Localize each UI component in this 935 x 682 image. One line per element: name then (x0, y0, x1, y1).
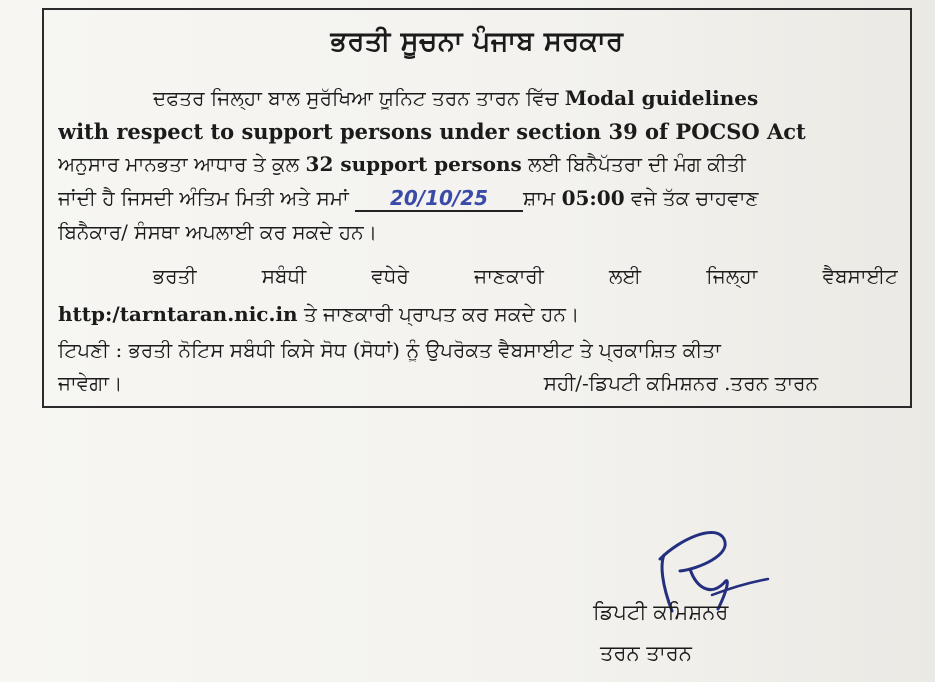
line4-punjabi-a: ਜਾਂਦੀ ਹੈ ਜਿਸਦੀ ਅੰਤਿਮ ਮਿਤੀ ਅਤੇ ਸਮਾਂ (58, 186, 356, 210)
notice-box (42, 8, 912, 408)
line3-punjabi-a: ਅਨੁਸਾਰ ਮਾਨਭਤਾ ਆਧਾਰ ਤੇ ਕੁਲ (58, 152, 306, 176)
line4-punjabi-b: ਸ਼ਾਮ (523, 186, 562, 210)
signature-place: ਤਰਨ ਤਾਰਨ (600, 641, 692, 665)
line1-english: Modal guidelines (564, 86, 759, 110)
line1-punjabi: ਦਫਤਰ ਜਿਲ੍ਹਾ ਬਾਲ ਸੁਰੱਖਿਆ ਯੂਨਿਟ ਤਰਨ ਤਾਰਨ ਵਿੱਚ (153, 86, 565, 110)
notice-line-5: ਬਿਨੈਕਾਰ/ ਸੰਸਥਾ ਅਪਲਾਈ ਕਰ ਸਕਦੇ ਹਨ। (58, 220, 378, 244)
line6-word: ਲਈ (608, 264, 642, 288)
notice-line-2: with respect to support persons under section 39 of POCSO Act (58, 119, 806, 144)
notice-line-9 (58, 371, 898, 395)
line6-word: ਜਿਲ੍ਹਾ (706, 264, 758, 288)
notice-line-7 (58, 302, 898, 326)
line9-left: ਜਾਵੇਗਾ। (58, 371, 123, 395)
line4-punjabi-c: ਵਜੇ ਤੱਕ ਚਾਹਵਾਣ (624, 186, 759, 210)
website-url: http:/tarntaran.nic.in (58, 302, 298, 326)
line4-time: 05:00 (561, 186, 625, 210)
notice-line-6 (58, 264, 898, 288)
line6-word: ਸਬੰਧੀ (261, 264, 307, 288)
line6-word: ਭਰਤੀ (153, 264, 197, 288)
line6-word: ਵਧੇਰੇ (371, 264, 409, 288)
line7-punjabi: ਤੇ ਜਾਣਕਾਰੀ ਪ੍ਰਾਪਤ ਕਰ ਸਕਦੇ ਹਨ। (297, 302, 580, 326)
signature-designation: ਡਿਪਟੀ ਕਮਿਸ਼ਨਰ (593, 600, 729, 624)
notice-line-1 (58, 86, 898, 110)
notice-line-4 (58, 186, 898, 212)
notice-line-8: ਟਿਪਣੀ : ਭਰਤੀ ਨੋਟਿਸ ਸਬੰਧੀ ਕਿਸੇ ਸੋਧ (ਸੋਧਾਂ) ਨੂੰ ਉਪਰੋਕਤ ਵੈਬਸਾਈਟ ਤੇ ਪ੍ਰਕਾਸ਼ਿਤ ਕੀਤਾ (58, 338, 721, 362)
notice-title: ਭਰਤੀ ਸੂਚਨਾ ਪੰਜਾਬ ਸਰਕਾਰ (330, 26, 624, 57)
line6-word: ਜਾਣਕਾਰੀ (474, 264, 544, 288)
line9-signature-note: ਸਹੀ/-ਡਿਪਟੀ ਕਮਿਸ਼ਨਰ .ਤਰਨ ਤਾਰਨ (543, 371, 818, 395)
handwritten-date: 20/10/25 (355, 186, 523, 212)
line6-word: ਵੈਬਸਾਈਟ (822, 264, 898, 288)
notice-line-3 (58, 152, 898, 176)
line3-english: 32 support persons (305, 152, 522, 176)
line3-punjabi-b: ਲਈ ਬਿਨੈਪੱਤਰਾ ਦੀ ਮੰਗ ਕੀਤੀ (521, 152, 746, 176)
